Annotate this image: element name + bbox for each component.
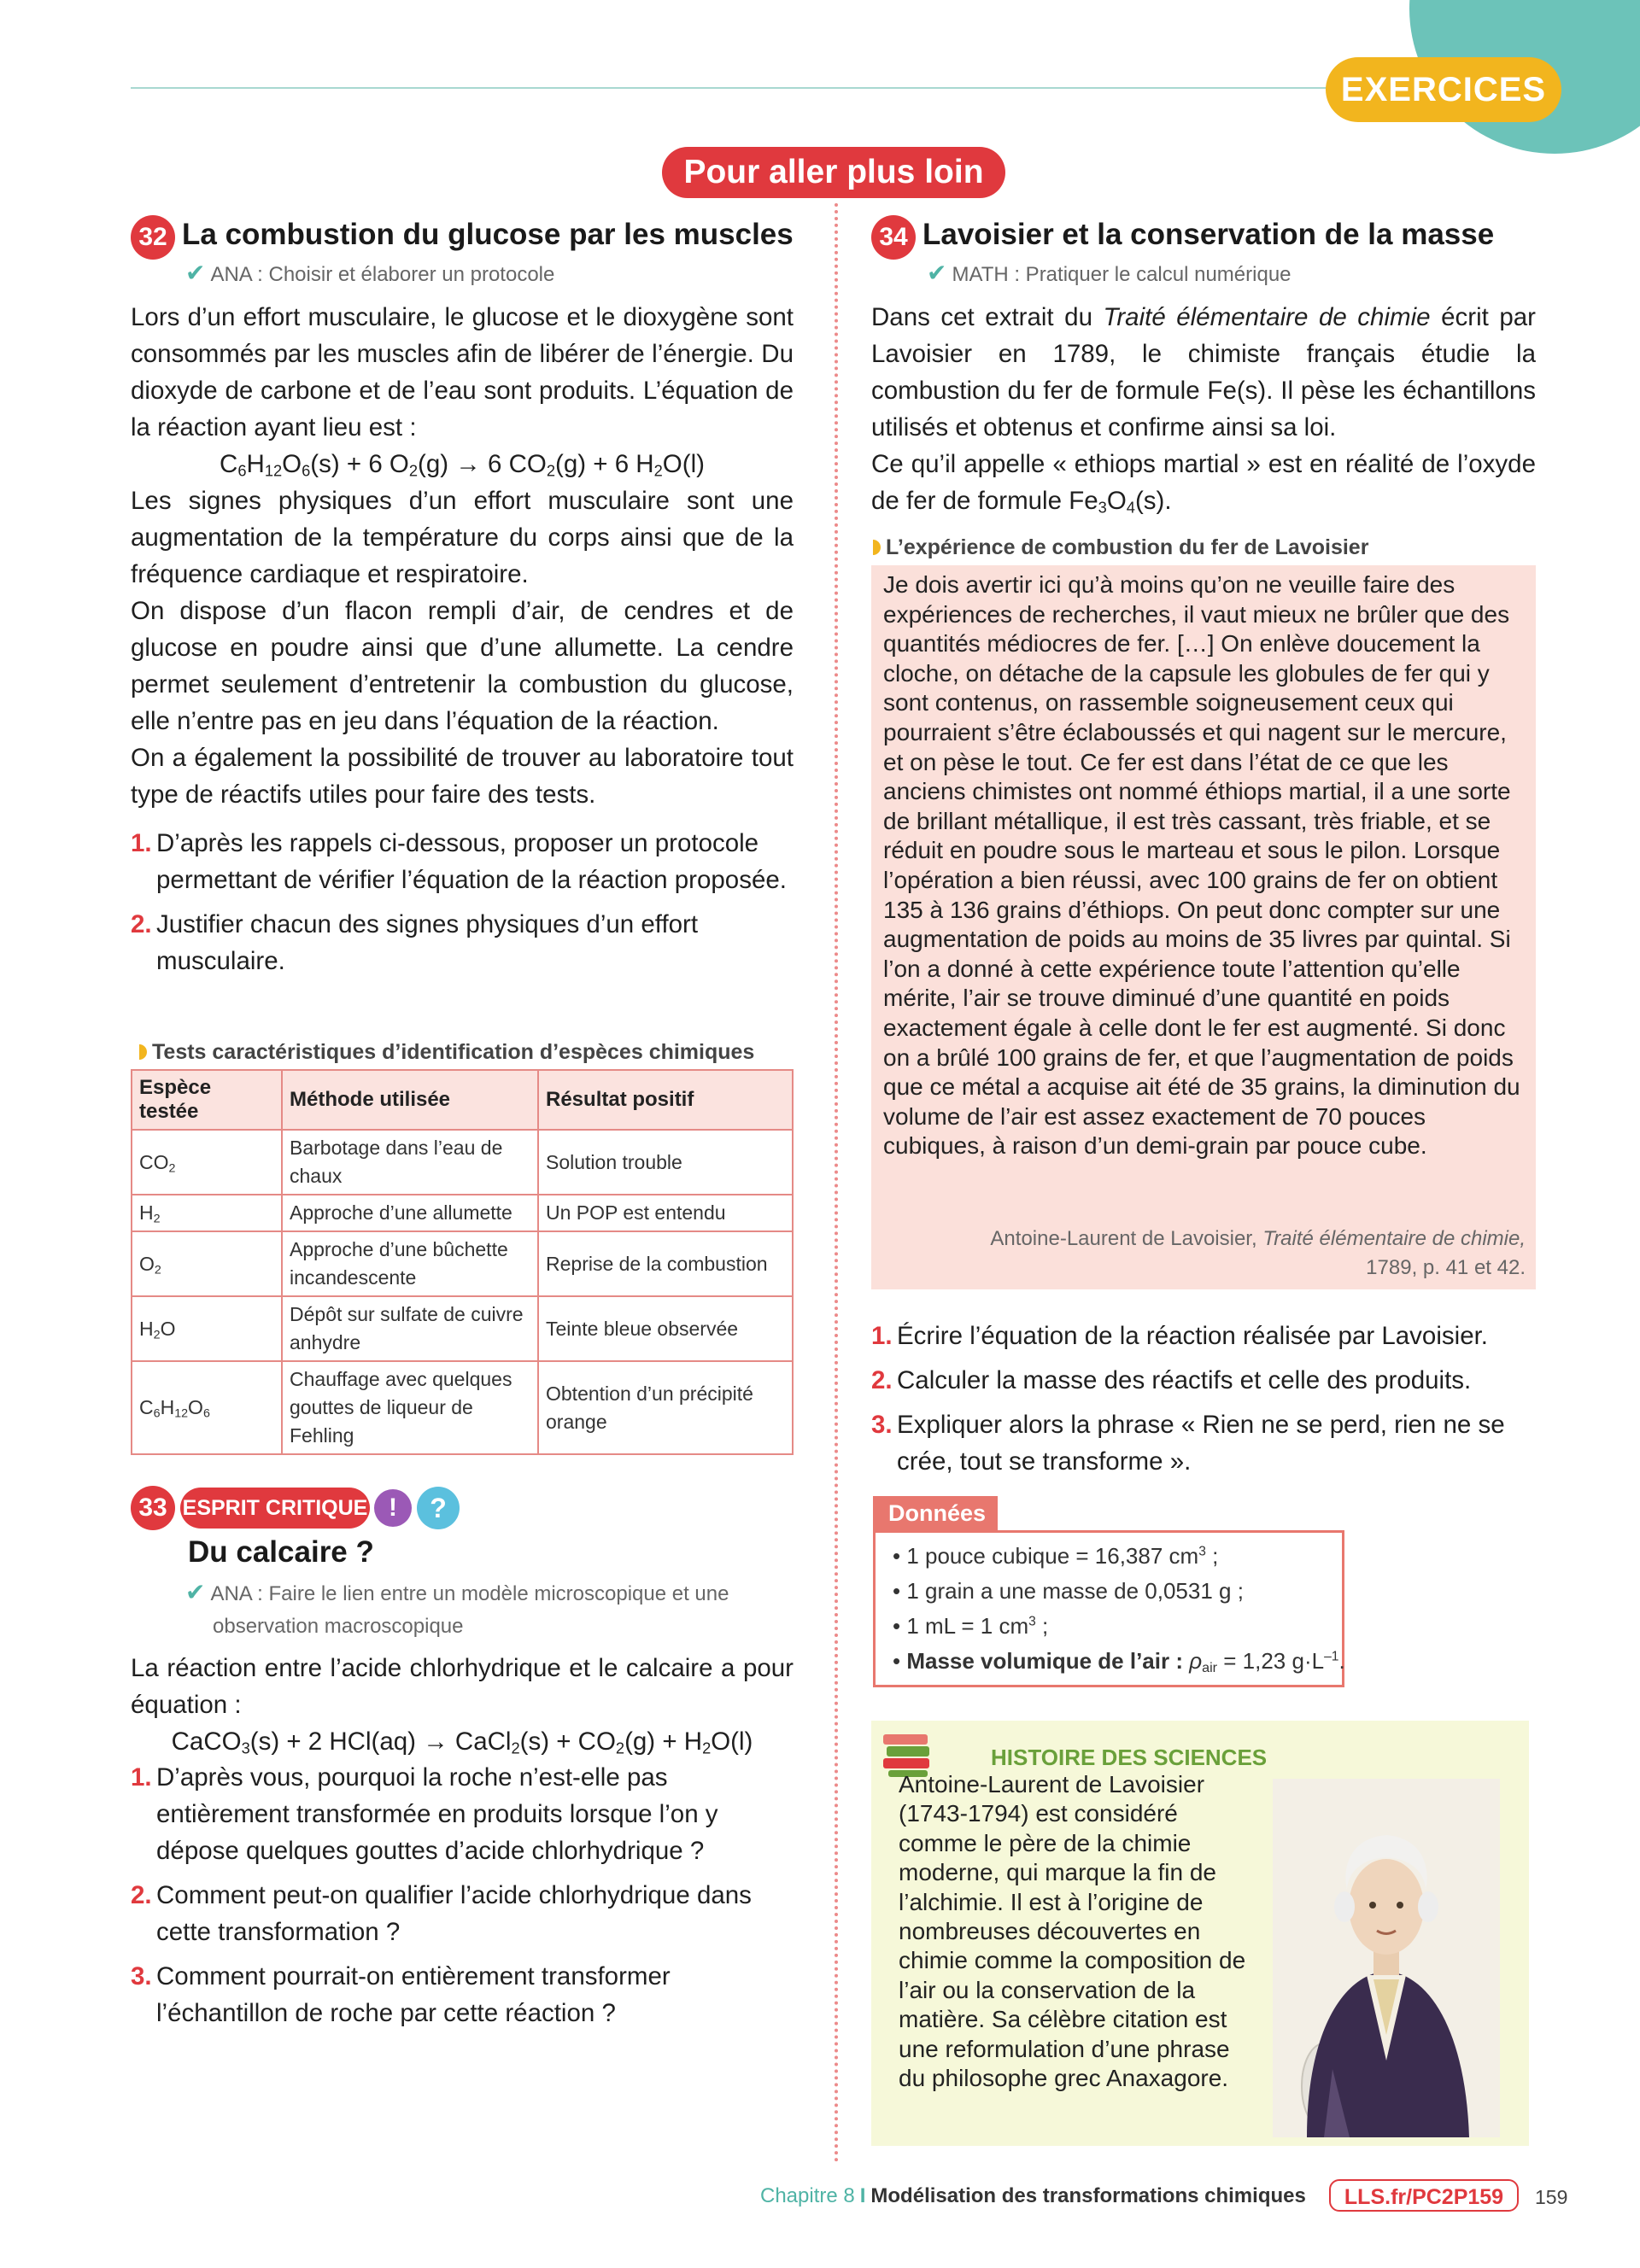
species-cell: $CO_2$ [132, 1130, 282, 1195]
exclamation-icon: ! [374, 1489, 412, 1527]
exercise-34-statement [871, 299, 1536, 519]
column-header: Espèce testée [132, 1070, 282, 1130]
question: 2. Comment peut-on qualifier l’acide chlorhydrique dans cette transformation ? [131, 1881, 752, 1946]
data-item: • Masse volumique de l’air : $\rho_{air} = 1,23$ $g\cdot L^{-1}$. [893, 1648, 1345, 1676]
table-row [132, 1361, 793, 1454]
exercise-title-33: Du calcaire ? [188, 1535, 374, 1569]
checkmark-icon: ✔ [927, 260, 947, 286]
footer-theme: Modélisation des transformations chimiques [870, 2184, 1306, 2207]
paragraph: Ce qu’il appelle « ethiops martial » est en réalité de l’oxyde de fer de formule $Fe_3O_4(s)$. [871, 450, 1536, 517]
exercise-number-33: 33 [131, 1486, 175, 1530]
table-row [132, 1296, 793, 1361]
histoire-title: HISTOIRE DES SCIENCES [991, 1745, 1268, 1770]
question-icon: ? [417, 1487, 460, 1529]
footer-chapter: Chapitre 8 [760, 2184, 855, 2207]
column-divider [835, 203, 838, 2164]
esprit-critique-tag: ESPRIT CRITIQUE [180, 1488, 370, 1529]
donnees-title: Données [873, 1496, 998, 1530]
paragraph: On a également la possibilité de trouver au laboratoire tout type de réactifs utiles pour faire des tests. [131, 744, 794, 809]
species-cell: $C_6H_{12}O_6$ [132, 1361, 282, 1454]
result-cell: Un POP est entendu [538, 1195, 793, 1231]
method-cell: Approche d’une allumette [282, 1195, 538, 1231]
exercise-32-statement [131, 299, 794, 813]
lavoisier-portrait [1273, 1779, 1500, 2137]
lavoisier-quote: Je dois avertir ici qu’à moins qu’on ne veuille faire des expériences de recherches, il vaut mieux ne brûler que des quantités médiocres de fer. […] On enlève doucement la cloche, on détache de la capsule les globules de fer qui y sont contenus, on rassemble soigneusement ceux qui pourraient s’être éclaboussés et qui nagent sur le mercure, et on pèse le tout. Ce fer est dans l’état de ce que les anciens chimistes ont nommé éthiops martial, il a une sorte de brillant métallique, il est très cassant, très friable, et se réduit en poudre sous le marteau et sous le pilon. Lorsque l’opération a bien réussi, avec 100 grains de fer on obtient 135 à 136 grains d’éthiops. On peut donc compter sur une augmentation de poids au moins de 35 livres par quintal. Si l’on a donné à cette expérience toute l’attention qu’elle mérite, l’air se trouve diminué d’une quantité en poids exactement égale à celle dont le fer est augmenté. Si donc on a brûlé 100 grains de fer, et que l’augmentation de poids que ce métal a acquise ait été de 35 grains, la diminution du volume de l’air est assez exactement de 70 pouces cubiques, à raison d’un demi-grain par pouce cube. [883, 571, 1520, 1160]
table-row [132, 1231, 793, 1296]
species-cell: $H_2$ [132, 1195, 282, 1231]
table-header-row [132, 1070, 793, 1130]
species-cell: $H_2O$ [132, 1296, 282, 1361]
result-cell: Solution trouble [538, 1130, 793, 1195]
exercise-number-32: 32 [131, 215, 175, 260]
data-item: • 1 grain a une masse de 0,0531 g ; [893, 1578, 1244, 1604]
question: 3. Expliquer alors la phrase « Rien ne se perd, rien ne se crée, tout se transforme ». [871, 1411, 1505, 1476]
equation-glucose: $C_6H_{12}O_6(s) + 6$ $O_2(g) \to 6$ $CO_2(g) + 6$ $H_2O(l)$ [220, 450, 705, 480]
method-cell: Chauffage avec quelques gouttes de liqueur de Fehling [282, 1361, 538, 1454]
exercices-badge: EXERCICES [1326, 57, 1561, 122]
quote-heading: L’expérience de combustion du fer de Lavoisier [873, 535, 1368, 560]
method-cell: Approche d’une bûchette incandescente [282, 1231, 538, 1296]
exercise-number-34: 34 [871, 215, 916, 260]
paragraph: Lors d’un effort musculaire, le glucose et le dioxygène sont consommés par les muscles afin de libérer de l’énergie. Du dioxyde de carbone et de l’eau sont produits. L’équation de la réaction ayant lieu est : [131, 303, 794, 441]
paragraph: La réaction entre l’acide chlorhydrique et le calcaire a pour équation : [131, 1654, 794, 1719]
table-row [132, 1130, 793, 1195]
question: 3. Comment pourrait-on entièrement transformer l’échantillon de roche par cette réaction ? [131, 1962, 671, 2027]
footer: Chapitre 8 I Modélisation des transformations chimiques [760, 2184, 1306, 2207]
questions-34 [871, 1318, 1536, 1488]
histoire-des-sciences-box [871, 1721, 1529, 2146]
skill-line-32: ✔ ANA : Choisir et élaborer un protocole [185, 260, 555, 286]
histoire-text: Antoine-Laurent de Lavoisier (1743-1794) est considéré comme le père de la chimie moderne, qui marque la fin de l’alchimie. Il est à l’origine de nombreuses découvertes en chimie comme la composition de l’air ou la conservation de la matière. Sa célèbre citation est une reformulation d’une phrase du philosophe grec Anaxagore. [899, 1771, 1246, 2092]
footer-link[interactable]: LLS.fr/PC2P159 [1329, 2179, 1519, 2212]
questions-33 [131, 1759, 794, 2039]
method-cell: Dépôt sur sulfate de cuivre anhydre [282, 1296, 538, 1361]
data-item: • 1 mL = 1 $cm^3$ ; [893, 1613, 1049, 1639]
section-title: Pour aller plus loin [662, 147, 1005, 198]
checkmark-icon: ✔ [185, 1579, 206, 1605]
quote-source: Antoine-Laurent de Lavoisier, Traité élémentaire de chimie, 1789, p. 41 et 42. [990, 1227, 1526, 1279]
skill-line-34: ✔ MATH : Pratiquer le calcul numérique [927, 260, 1292, 286]
lavoisier-quote-box [871, 565, 1536, 1289]
paragraph: Les signes physiques d’un effort musculaire sont une augmentation de la température du corps ainsi que de la fréquence cardiaque et respiratoire. [131, 487, 794, 588]
question: 1. D’après vous, pourquoi la roche n’est-elle pas entièrement transformée en produits lorsque l’on y dépose quelques gouttes d’acide chlorhydrique ? [131, 1763, 718, 1865]
column-header: Résultat positif [538, 1070, 793, 1130]
method-cell: Barbotage dans l’eau de chaux [282, 1130, 538, 1195]
question: 2. Calculer la masse des réactifs et celle des produits. [871, 1366, 1472, 1394]
skill-line-33: ✔ ANA : Faire le lien entre un modèle microscopique et une observation macroscopique [185, 1579, 729, 1638]
question: 2. Justifier chacun des signes physiques d’un effort musculaire. [131, 910, 699, 975]
species-cell: $O_2$ [132, 1231, 282, 1296]
data-item: • 1 pouce cubique = 16,387 $cm^3$ ; [893, 1543, 1219, 1569]
tests-table [131, 1069, 794, 1455]
page-number: 159 [1535, 2186, 1568, 2208]
column-header: Méthode utilisée [282, 1070, 538, 1130]
table-row [132, 1195, 793, 1231]
paragraph: Dans cet extrait du Traité élémentaire de chimie écrit par Lavoisier en 1789, le chimiste français étudie la combustion du fer de formule Fe(s). Il pèse les échantillons utilisés et obtenus et confirme ainsi sa loi. [871, 303, 1536, 441]
table-heading: Tests caractéristiques d’identification d’espèces chimiques [139, 1040, 754, 1065]
equation-calcaire: CaCO$_3$(s) + 2 HCl(aq) → CaCl$_2$(s) + $CO_2(g) + H_2O(l)$ [171, 1727, 753, 1757]
result-cell: Reprise de la combustion [538, 1231, 793, 1296]
result-cell: Obtention d’un précipité orange [538, 1361, 793, 1454]
paragraph: On dispose d’un flacon rempli d’air, de cendres et de glucose en poudre ainsi que d’une allumette. La cendre permet seulement d’entretenir la combustion du glucose, elle n’entre pas en jeu dans l’équation de la réaction. [131, 597, 794, 735]
result-cell: Teinte bleue observée [538, 1296, 793, 1361]
exercise-title-34: Lavoisier et la conservation de la masse [922, 218, 1495, 251]
donnees-box [873, 1530, 1344, 1687]
exercise-33-statement [131, 1650, 794, 1760]
checkmark-icon: ✔ [185, 260, 206, 286]
exercise-title-32: La combustion du glucose par les muscles [182, 218, 794, 251]
question: 1. Écrire l’équation de la réaction réalisée par Lavoisier. [871, 1322, 1488, 1350]
question: 1. D’après les rappels ci-dessous, proposer un protocole permettant de vérifier l’équation de la réaction proposée. [131, 829, 787, 894]
questions-32 [131, 825, 794, 987]
header-rule [131, 87, 1344, 89]
